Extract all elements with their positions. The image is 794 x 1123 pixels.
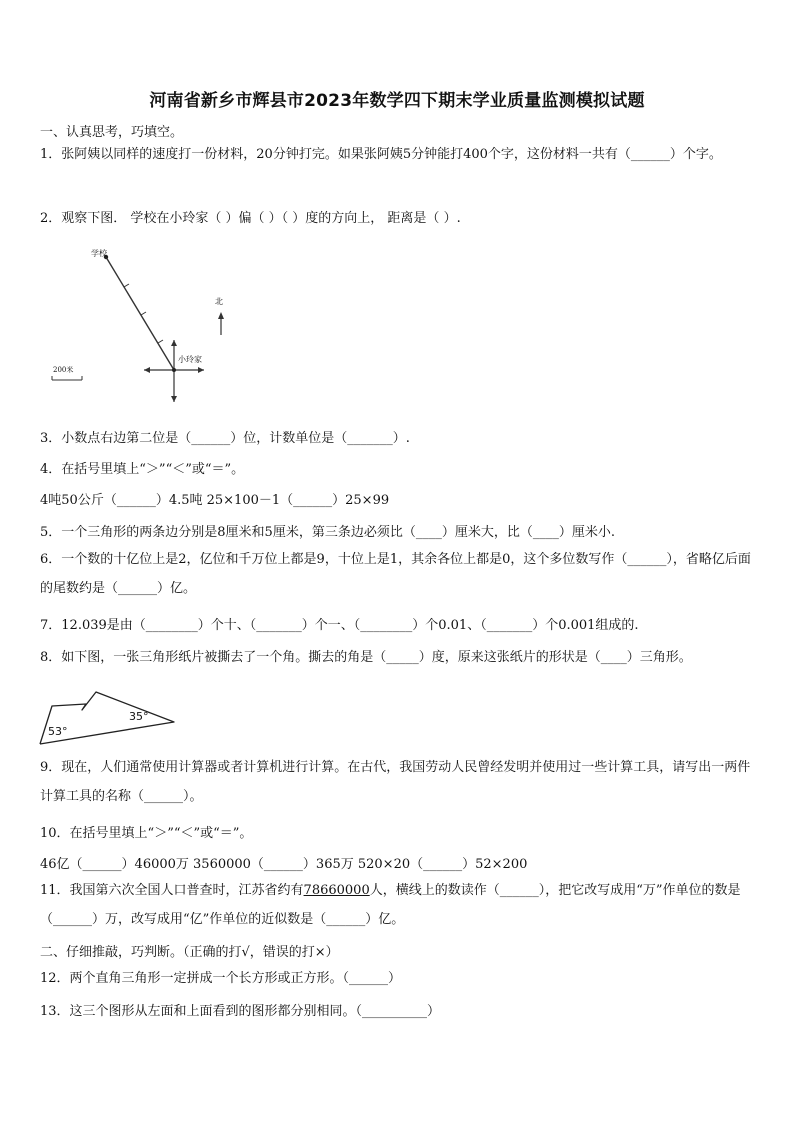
page-title: 河南省新乡市辉县市2023年数学四下期末学业质量监测模拟试题 (149, 91, 645, 111)
population-number: 78660000 (303, 883, 370, 898)
question-7: 7．12.039是由（________）个十、（_______）个一、（________）个0.01、（_______）个0.001组成的. (40, 618, 639, 633)
angle-label-right: 35° (129, 710, 149, 723)
scale-label: 200米 (53, 366, 74, 374)
angle-label-left: 53° (48, 725, 68, 738)
torn-triangle-figure (38, 686, 178, 748)
question-11-part-b: 人，横线上的数读作（______），把它改写成用“万”作单位的数是（______）万，改写成用“亿”作单位的近似数是（______）亿。 (40, 883, 741, 927)
question-10-items: 46亿（______）46000万 3560000（______）365万 520×20（______）52×200 (40, 857, 528, 872)
question-8: 8．如下图，一张三角形纸片被撕去了一个角。撕去的角是（_____）度，原来这张纸片的形状是（____）三角形。 (40, 650, 692, 665)
question-3: 3．小数点右边第二位是（______）位，计数单位是（_______）. (40, 431, 410, 446)
north-label: 北 (215, 297, 223, 306)
question-13: 13．这三个图形从左面和上面看到的图形都分别相同。（__________） (40, 1004, 441, 1019)
question-9: 9．现在，人们通常使用计算器或者计算机进行计算。在古代，我国劳动人民曾经发明并使用过一些计算工具，请写出一两件计算工具的名称（______）。 (40, 760, 751, 804)
question-12: 12．两个直角三角形一定拼成一个长方形或正方形。（______） (40, 971, 402, 986)
question-2: 2．观察下图． 学校在小玲家（ ）偏（ ）（ ）度的方向上， 距离是（ ）. (40, 211, 461, 226)
section-heading-2: 二、仔细推敲，巧判断。（正确的打√，错误的打×） (40, 945, 339, 960)
direction-map-figure (40, 242, 240, 412)
question-6: 6．一个数的十亿位上是2，亿位和千万位上都是9，十位上是1，其余各位上都是0，这个多位数写作（______），省略亿后面的尾数约是（______）亿。 (40, 552, 751, 596)
question-1: 1．张阿姨以同样的速度打一份材料，20分钟打完。如果张阿姨5分钟能打400个字，这份材料一共有（______）个字。 (40, 147, 722, 162)
school-label: 学校 (91, 249, 107, 258)
question-4: 4．在括号里填上“＞”“＜”或“＝”。 (40, 462, 245, 477)
question-5: 5．一个三角形的两条边分别是8厘米和5厘米，第三条边必须比（____）厘米大，比（____）厘米小. (40, 525, 615, 540)
home-label: 小玲家 (178, 355, 202, 364)
question-4-items: 4吨50公斤（______）4.5吨 25×100－1（______）25×99 (40, 493, 390, 508)
question-11-part-a: 11．我国第六次全国人口普查时，江苏省约有 (40, 883, 304, 898)
question-10: 10．在括号里填上“＞”“＜”或“＝”。 (40, 826, 253, 841)
section-heading-1: 一、认真思考，巧填空。 (40, 125, 184, 140)
question-11 (40, 876, 755, 934)
